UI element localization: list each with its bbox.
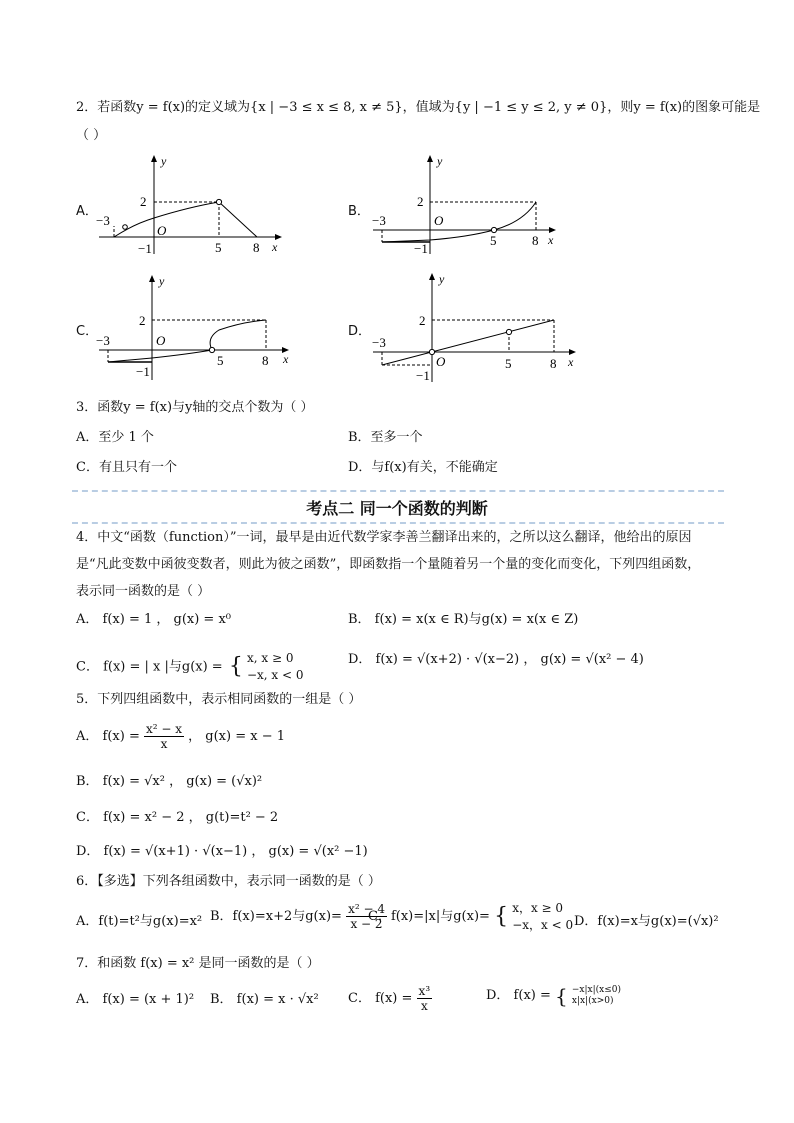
graph-b-x-axis: x (548, 233, 554, 247)
q4-line-2: 是“凡此变数中函彼变数者，则此为彼之函数”，即函数指一个量随着另一个量的变化而变化，下列四组函数， (76, 557, 701, 572)
graph-d-tick-neg3: −3 (372, 335, 386, 350)
q6-option-d: D．f(x)=x与g(x)=(√x)² (574, 914, 719, 929)
graph-a-y-axis: y (161, 154, 167, 168)
q4-option-a: A． f(x) = 1 ， g(x) = x⁰ (76, 612, 231, 627)
graph-b-tick-8: 8 (532, 233, 539, 248)
q4-option-c (76, 650, 304, 684)
graph-d-label: D． (348, 324, 372, 339)
graph-c-x-axis: x (283, 352, 289, 366)
q7-option-d-case-2: x|x|(x>0) (571, 996, 614, 1006)
graph-c-origin: O (156, 333, 166, 348)
graph-b-y-axis: y (437, 154, 443, 168)
section-title: 考点二 同一个函数的判断 (306, 499, 488, 518)
q6-option-b (210, 902, 387, 931)
q6-option-b-numerator: x² − 4 (348, 902, 385, 916)
q7-option-c-denominator: x (420, 999, 428, 1013)
q7-option-a: A． f(x) = (x + 1)² (76, 992, 195, 1007)
graph-c-tick-8: 8 (262, 353, 269, 368)
graph-b-tick-5: 5 (490, 233, 497, 248)
graph-a-x-axis: x (272, 240, 278, 254)
q6-option-c-pre: C．f(x)=|x|与g(x)= (368, 909, 490, 924)
graph-b-tick-2: 2 (417, 194, 424, 209)
q7-option-c-numerator: x³ (418, 984, 431, 998)
q4-option-d: D． f(x) = √(x+2) · √(x−2) ， g(x) = √(x² − 4) (348, 652, 644, 667)
q5-option-a-post: ， g(x) = x − 1 (188, 729, 286, 744)
q4-line-3: 表示同一函数的是（ ） (76, 584, 211, 599)
q6-option-c-case-2: −x，x < 0 (512, 918, 574, 932)
q4-option-c-case-2: −x, x < 0 (246, 668, 304, 682)
q6-option-a: A．f(t)=t²与g(x)=x² (76, 914, 203, 929)
divider-bottom (72, 522, 724, 524)
graph-c-y-axis: y (159, 274, 165, 288)
graph-a (94, 152, 294, 257)
graph-a-tick-8: 8 (253, 240, 260, 255)
graph-a-label: A． (76, 204, 98, 219)
q5-option-c: C． f(x) = x² − 2 ， g(t)=t² − 2 (76, 810, 279, 825)
graph-d-y-axis: y (439, 272, 445, 286)
q3-stem: 3．函数y = f(x)与y轴的交点个数为（ ） (76, 400, 314, 415)
graph-b-origin: O (434, 213, 444, 228)
q3-option-d: D．与f(x)有关，不能确定 (348, 460, 498, 475)
q7-option-c-pre: C． f(x) = (348, 990, 413, 1006)
q5-option-a (76, 722, 285, 751)
q6-option-c (368, 900, 573, 934)
graph-a-tick-5: 5 (215, 240, 222, 255)
q5-option-a-pre: A． f(x) = (76, 729, 140, 744)
q3-option-b: B．至多一个 (348, 430, 423, 445)
q6-option-c-case-1: x，x ≥ 0 (512, 901, 564, 915)
graph-d-x-axis: x (568, 355, 574, 369)
q6-option-b-pre: B．f(x)=x+2与g(x)= (210, 908, 342, 924)
q6-option-c-brace: { (494, 904, 509, 929)
q6-option-b-denominator: x − 2 (350, 917, 383, 931)
graph-d-origin: O (436, 354, 446, 369)
divider-top (72, 490, 724, 492)
graph-c-tick-2: 2 (139, 313, 146, 328)
q7-option-d-brace: { (555, 984, 568, 1008)
q5-option-a-numerator: x² − x (145, 722, 183, 736)
q4-option-c-case-1: x, x ≥ 0 (246, 651, 294, 665)
graph-c-tick-neg1: −1 (136, 364, 150, 379)
q4-option-c-text: C． f(x) = | x |与g(x) = (76, 659, 223, 675)
graph-c (94, 272, 294, 384)
graph-b-tick-neg1: −1 (414, 241, 428, 256)
q5-option-a-denominator: x (160, 737, 168, 751)
graph-d-tick-8: 8 (550, 356, 557, 371)
graph-d-tick-5: 5 (505, 356, 512, 371)
graph-a-tick-neg1: −1 (138, 241, 152, 256)
q7-option-d-pre: D． f(x) = (486, 988, 551, 1003)
graph-b-label: B． (348, 204, 370, 219)
q5-option-d: D． f(x) = √(x+1) · √(x−1) ， g(x) = √(x² −1) (76, 844, 368, 859)
graph-a-tick-2: 2 (140, 194, 147, 209)
graph-b-tick-neg3: −3 (372, 213, 386, 228)
q4-option-b: B． f(x) = x(x ∈ R)与g(x) = x(x ∈ Z) (348, 612, 579, 627)
graph-a-tick-neg3: −3 (96, 213, 110, 228)
q4-line-1: 4．中文“函数（function）”一词，最早是由近代数学家李善兰翻译出来的，之所以这么翻译，他给出的原因 (76, 530, 692, 545)
graph-d-tick-2: 2 (419, 313, 426, 328)
q3-option-c: C．有且只有一个 (76, 460, 177, 475)
q7-option-d (486, 984, 621, 1008)
q4-option-c-brace: { (228, 654, 243, 679)
q7-option-b: B． f(x) = x · √x² (210, 992, 319, 1007)
q3-option-a: A．至少 1 个 (76, 430, 154, 445)
q5-option-b: B． f(x) = √x² ， g(x) = (√x)² (76, 774, 263, 789)
graph-a-origin: O (157, 223, 167, 238)
q6-stem: 6．【多选】下列各组函数中，表示同一函数的是（ ） (76, 874, 381, 889)
graph-b (368, 152, 568, 257)
q7-option-c (348, 984, 432, 1013)
q2-paren: （ ） (76, 128, 107, 143)
graph-c-tick-neg3: −3 (96, 333, 110, 348)
graph-c-label: C． (76, 324, 99, 339)
q7-option-d-case-1: −x|x|(x≤0) (571, 985, 622, 995)
q2-stem: 2．若函数y = f(x)的定义域为{x | −3 ≤ x ≤ 8, x ≠ 5}，值域为{y | −1 ≤ y ≤ 2, y ≠ 0}，则y = f(x)的图象可能是 (76, 100, 761, 115)
graph-d-tick-neg1: −1 (416, 368, 430, 383)
q5-stem: 5．下列四组函数中，表示相同函数的一组是（ ） (76, 692, 362, 707)
q7-stem: 7．和函数 f(x) = x² 是同一函数的是（ ） (76, 956, 320, 971)
graph-c-tick-5: 5 (217, 353, 224, 368)
graph-d (368, 270, 582, 385)
